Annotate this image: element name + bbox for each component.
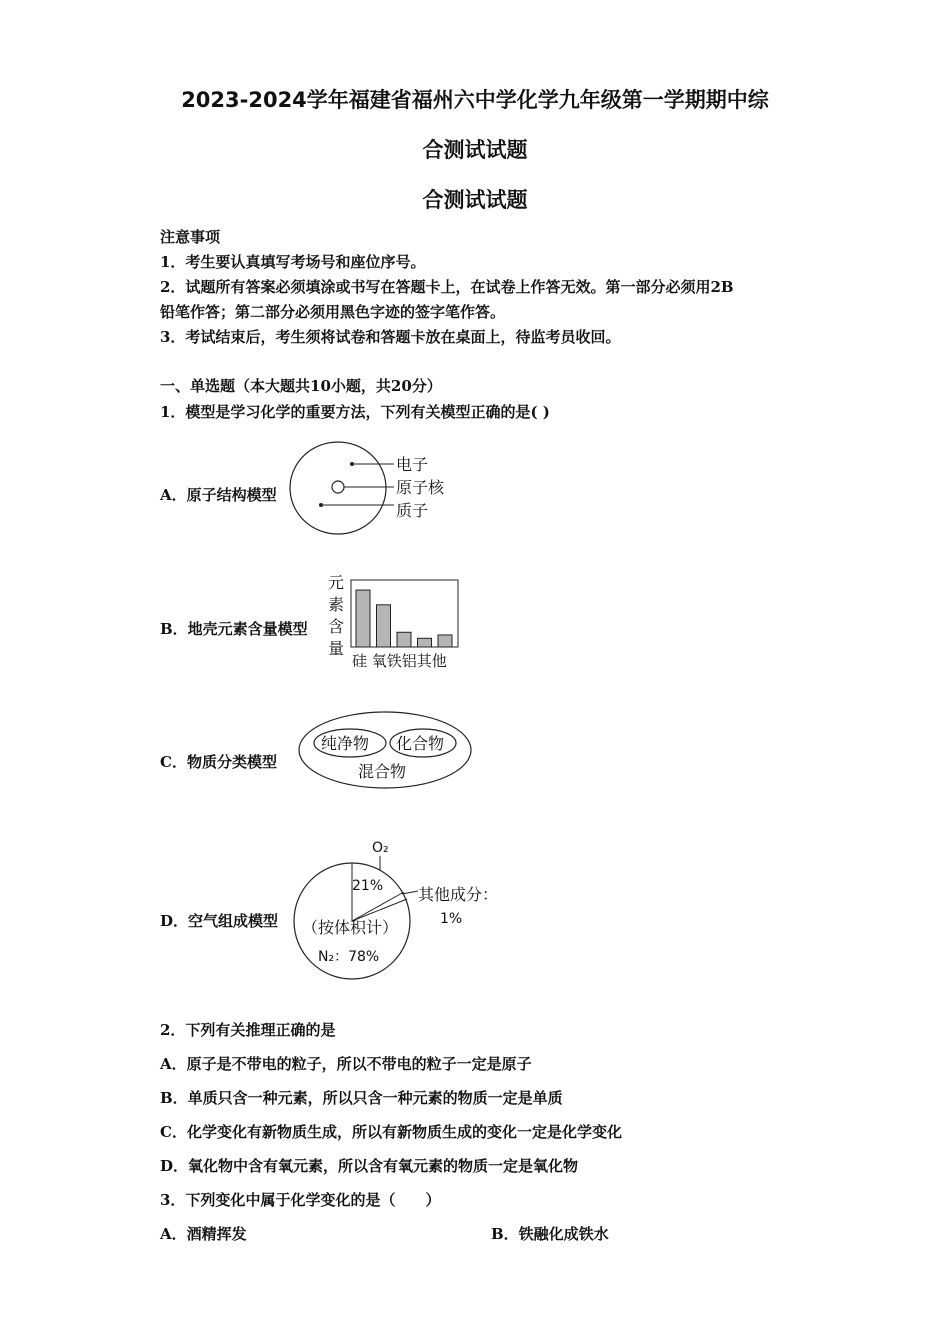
- question-1-stem: 1．模型是学习化学的重要方法，下列有关模型正确的是( ): [160, 403, 550, 421]
- notice-item-1: 1．考生要认真填写考场号和座位序号。: [160, 253, 426, 271]
- question-3-option-b: B．铁融化成铁水: [491, 1225, 609, 1243]
- x-tick-labels: 硅 氧铁铝其他: [352, 652, 447, 670]
- bar-其他: [438, 635, 452, 647]
- o2-label: O₂: [372, 840, 389, 856]
- compound-label: 化合物: [396, 734, 445, 753]
- atom-model-diagram: [288, 440, 468, 535]
- notice-heading: 注意事项: [160, 228, 221, 246]
- ylabel-char-2: 素: [328, 595, 345, 614]
- option-a-label: A．原子结构模型: [160, 486, 277, 504]
- bar-铝: [418, 638, 432, 647]
- pure-substance-label: 纯净物: [321, 734, 370, 753]
- volume-note: （按体积计）: [302, 918, 399, 937]
- question-2-option-c: C．化学变化有新物质生成，所以有新物质生成的变化一定是化学变化: [160, 1123, 622, 1141]
- question-2-option-b: B．单质只含一种元素，所以只含一种元素的物质一定是单质: [160, 1089, 563, 1107]
- question-3-option-a: A．酒精挥发: [160, 1225, 247, 1243]
- o2-percent: 21%: [352, 878, 384, 894]
- notice-item-3: 3．考试结束后，考生须将试卷和答题卡放在桌面上，待监考员收回。: [160, 328, 621, 346]
- section-heading: 一、单选题（本大题共10小题，共20分）: [160, 377, 442, 395]
- bar-氧: [377, 605, 391, 647]
- option-b-label: B．地壳元素含量模型: [160, 620, 308, 638]
- question-2-option-a: A．原子是不带电的粒子，所以不带电的粒子一定是原子: [160, 1055, 532, 1073]
- bar-硅: [356, 590, 370, 647]
- question-2-stem: 2．下列有关推理正确的是: [160, 1021, 336, 1039]
- atom-outer-circle: [290, 442, 386, 534]
- nucleus-label: 原子核: [396, 478, 445, 497]
- air-composition-pie: [290, 836, 500, 981]
- bar-铁: [397, 632, 411, 647]
- page-title-continued: 合测试试题: [422, 138, 528, 162]
- option-d-label: D．空气组成模型: [160, 912, 279, 930]
- page-subtitle: 合测试试题: [422, 188, 528, 212]
- crust-element-chart: [325, 570, 470, 675]
- ylabel-char-4: 量: [328, 639, 345, 658]
- notice-item-2: 2．试题所有答案必须填涂或书写在答题卡上，在试卷上作答无效。第一部分必须用2B: [160, 278, 734, 296]
- ylabel-char-3: 含: [328, 617, 345, 636]
- mixture-label: 混合物: [358, 762, 407, 781]
- proton-label: 质子: [396, 501, 429, 520]
- other-components-label: 其他成分：: [418, 885, 499, 904]
- page-title: 2023-2024学年福建省福州六中学化学九年级第一学期期中综: [181, 88, 769, 112]
- ylabel-char-1: 元: [328, 573, 345, 592]
- question-2-option-d: D．氧化物中含有氧元素，所以含有氧元素的物质一定是氧化物: [160, 1157, 579, 1175]
- question-3-stem: 3．下列变化中属于化学变化的是（ ）: [160, 1191, 441, 1209]
- electron-label: 电子: [396, 455, 429, 474]
- other-components-percent: 1%: [440, 911, 463, 927]
- other-leader: [402, 891, 418, 894]
- notice-item-2-continued: 铅笔作答；第二部分必须用黑色字迹的签字笔作答。: [160, 303, 506, 321]
- nucleus-circle: [332, 481, 344, 493]
- classification-diagram: [298, 710, 478, 790]
- option-c-label: C．物质分类模型: [160, 753, 277, 771]
- n2-percent: N₂：78%: [318, 949, 380, 965]
- pie-divider-o2: [352, 892, 404, 921]
